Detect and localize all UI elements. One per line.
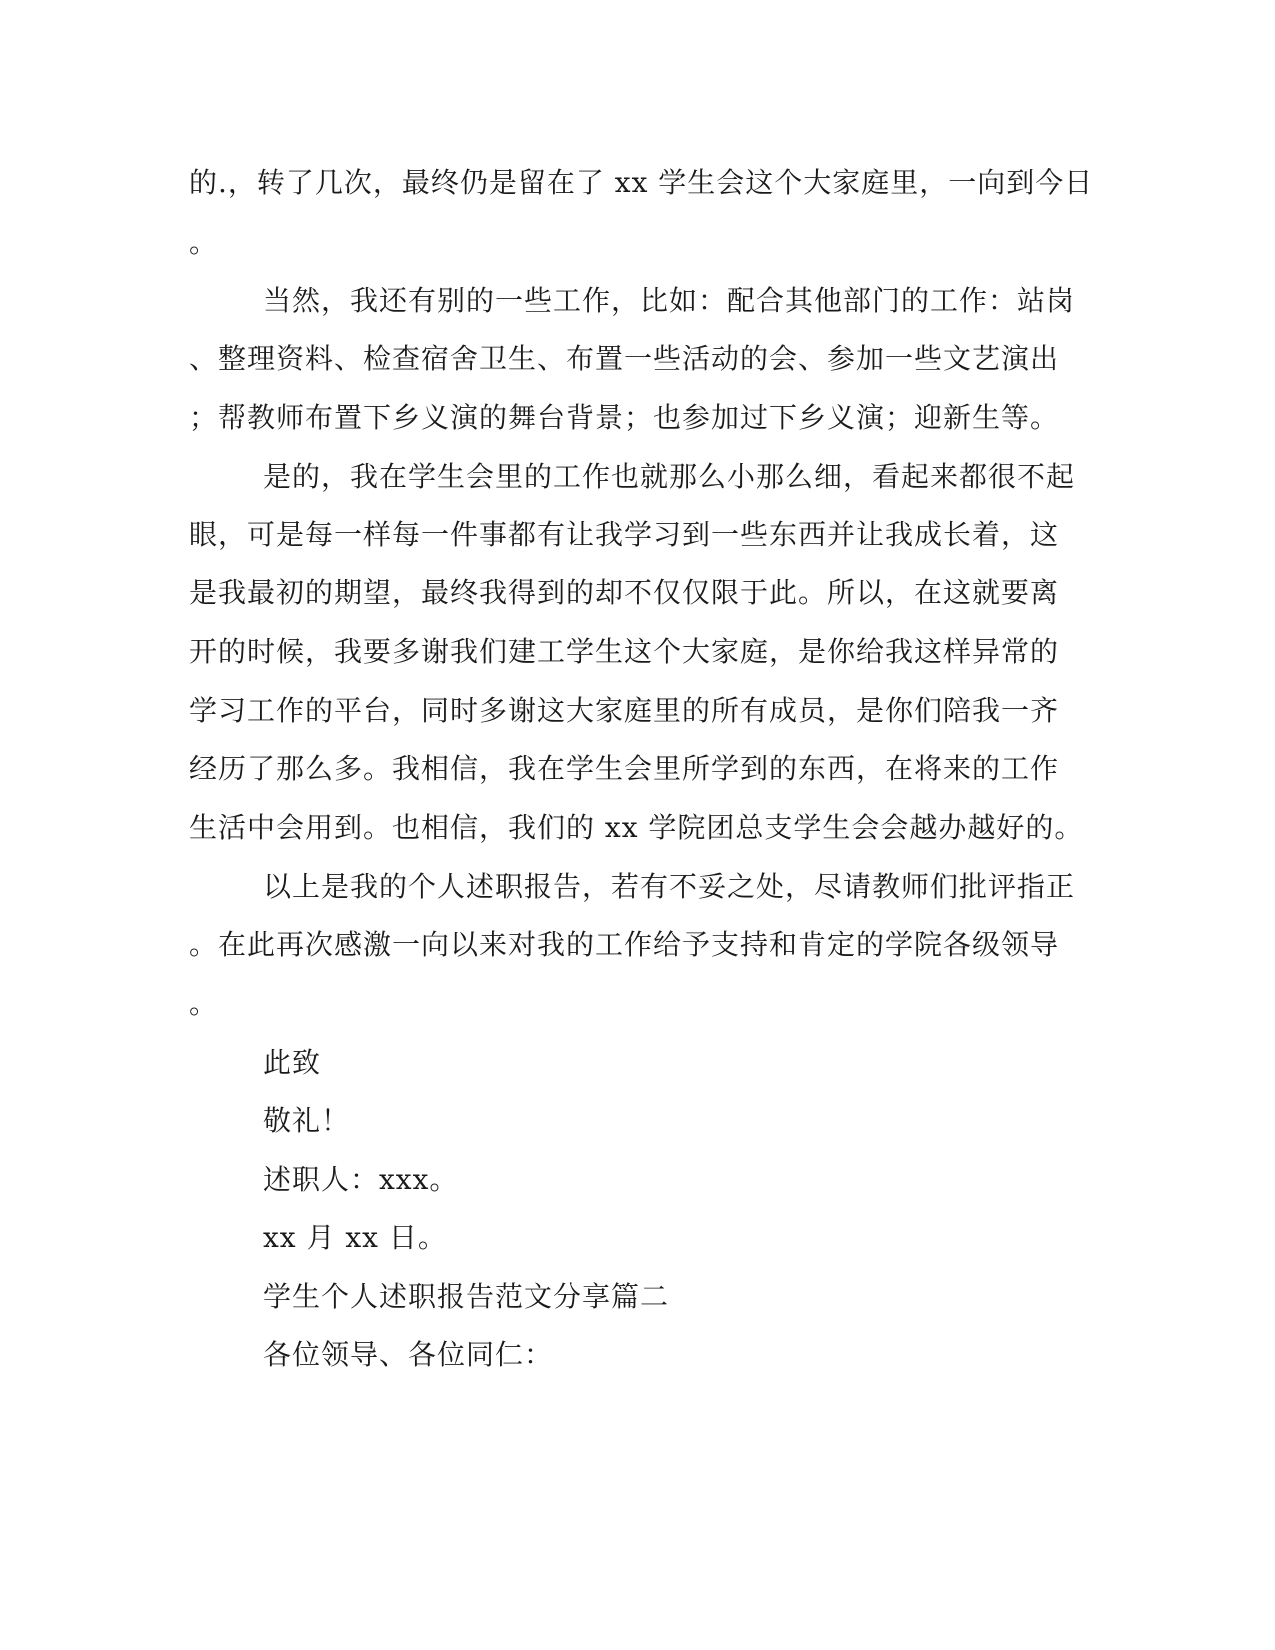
- closing-regards: 敬礼！: [263, 1104, 351, 1137]
- body-text-line: 是的，我在学生会里的工作也就那么小那么细，看起来都很不起: [263, 460, 1076, 493]
- greeting-line: 各位领导、各位同仁：: [263, 1338, 554, 1371]
- body-text-line: 以上是我的个人述职报告，若有不妥之处，尽请教师们批评指正: [263, 870, 1076, 903]
- body-text-line: 学习工作的平台，同时多谢这大家庭里的所有成员，是你们陪我一齐: [189, 694, 1060, 727]
- body-text-line: 。: [189, 226, 219, 259]
- section-heading: 学生个人述职报告范文分享篇二: [263, 1280, 670, 1313]
- closing-salutation: 此致: [263, 1046, 322, 1079]
- body-text-line: 的.，转了几次，最终仍是留在了 xx 学生会这个大家庭里，一向到今日: [189, 166, 1094, 199]
- body-text-line: 、整理资料、检查宿舍卫生、布置一些活动的会、参加一些文艺演出: [189, 342, 1060, 375]
- body-text-line: 经历了那么多。我相信，我在学生会里所学到的东西，在将来的工作: [189, 752, 1060, 785]
- body-text-line: 开的时候，我要多谢我们建工学生这个大家庭，是你给我这样异常的: [189, 635, 1060, 668]
- body-text-line: 。: [189, 987, 219, 1020]
- body-text-line: 当然，我还有别的一些工作，比如：配合其他部门的工作：站岗: [263, 284, 1076, 317]
- body-text-line: 眼，可是每一样每一件事都有让我学习到一些东西并让我成长着，这: [189, 518, 1060, 551]
- body-text-line: 生活中会用到。也相信，我们的 xx 学院团总支学生会会越办越好的。: [189, 811, 1084, 844]
- signature-line: 述职人：xxx。: [263, 1163, 459, 1196]
- date-line: xx 月 xx 日。: [263, 1221, 447, 1254]
- body-text-line: ；帮教师布置下乡义演的舞台背景；也参加过下乡义演；迎新生等。: [189, 401, 1060, 434]
- body-text-line: 是我最初的期望，最终我得到的却不仅仅限于此。所以，在这就要离: [189, 576, 1060, 609]
- body-text-line: 。在此再次感激一向以来对我的工作给予支持和肯定的学院各级领导: [189, 928, 1060, 961]
